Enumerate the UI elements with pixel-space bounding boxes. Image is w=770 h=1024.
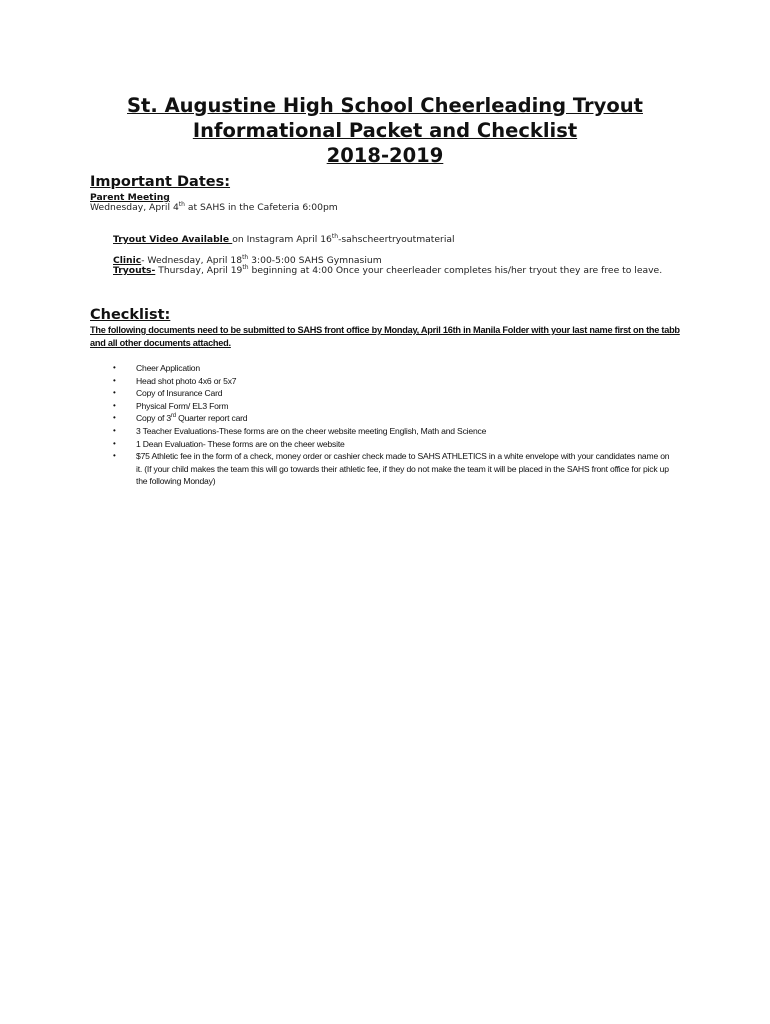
checklist-item — [113, 362, 673, 375]
bullet-icon: • — [113, 438, 116, 448]
bullet-icon: • — [113, 413, 116, 423]
checklist-item-text: Cheer Application — [136, 363, 200, 373]
checklist-item — [113, 400, 673, 413]
tryouts-title: Tryouts- — [113, 265, 156, 276]
tryout-video-handle: -sahscheertryoutmaterial — [338, 234, 455, 245]
title-line-3: 2018-2019 — [326, 144, 444, 167]
checklist-items — [113, 362, 673, 488]
tryouts-date-suffix: th — [242, 263, 249, 271]
bullet-icon: • — [113, 388, 116, 398]
tryouts-line — [113, 265, 662, 276]
checklist-item — [113, 375, 673, 388]
checklist-instructions: The following documents need to be submitted to SAHS front office by Monday, April 16th in Manila Folder with your last name first on the tabb and all other documents attached. — [90, 325, 680, 348]
checklist-item-text: Head shot photo 4x6 or 5x7 — [136, 375, 237, 386]
parent-meeting-date: Wednesday, April 4 — [90, 202, 179, 213]
checklist-item-text: 3 Teacher Evaluations-These forms are on the cheer website meeting English, Math and Science — [136, 425, 487, 436]
checklist-item-text: Copy of Insurance Card — [136, 388, 223, 399]
tryout-video-date: on Instagram April 16 — [232, 234, 332, 245]
bullet-icon: • — [113, 400, 116, 410]
checklist-item — [113, 450, 673, 488]
checklist-item-text: Physical Form/ EL3 Form — [136, 400, 229, 411]
tryouts-details: beginning at 4:00 Once your cheerleader completes his/her tryout they are free to leave. — [248, 265, 663, 276]
checklist-item-text: $75 Athletic fee in the form of a check, money order or cashier check made to SAHS ATHLETICS in a white envelope with your candidates name on it. (If your child makes the team this will go towards their athletic fee, if they do not make the team it will be placed in the SAHS front office for pick up the following Monday) — [136, 451, 670, 487]
bullet-icon: • — [113, 425, 116, 435]
checklist-item — [113, 387, 673, 400]
bullet-icon: • — [113, 451, 116, 461]
checklist-item-text: 1 Dean Evaluation- These forms are on the cheer website — [136, 438, 345, 449]
clinic-date: - Wednesday, April 18 — [141, 255, 243, 266]
title-line-1: St. Augustine High School Cheerleading Tryout — [127, 94, 643, 117]
checklist-item-suffix: rd — [170, 413, 176, 420]
tryout-video-line — [113, 234, 455, 245]
checklist-item-text: Copy of 3 — [136, 413, 171, 424]
clinic-title: Clinic — [113, 255, 142, 266]
bullet-icon: • — [113, 363, 116, 372]
checklist-heading: Checklist: — [90, 307, 171, 323]
parent-meeting-details — [90, 202, 338, 213]
clinic-date-suffix: th — [242, 253, 249, 261]
checklist-item — [113, 425, 673, 438]
tryouts-date: Thursday, April 19 — [155, 265, 243, 276]
tryout-video-title: Tryout Video Available — [113, 234, 233, 245]
clinic-time-location: 3:00-5:00 SAHS Gymnasium — [248, 255, 382, 266]
checklist-item — [113, 438, 673, 451]
parent-meeting-title: Parent Meeting — [90, 192, 170, 203]
bullet-icon: • — [113, 375, 116, 385]
title-line-2: Informational Packet and Checklist — [192, 119, 578, 142]
tryout-video-date-suffix: th — [331, 232, 339, 240]
parent-meeting-location: at SAHS in the Cafeteria 6:00pm — [184, 202, 338, 213]
checklist-item-text-rest: Quarter report card — [175, 413, 248, 424]
parent-meeting-date-suffix: th — [178, 200, 185, 208]
document-title — [60, 93, 710, 168]
important-dates-heading: Important Dates: — [90, 174, 231, 190]
checklist-item — [113, 412, 673, 425]
